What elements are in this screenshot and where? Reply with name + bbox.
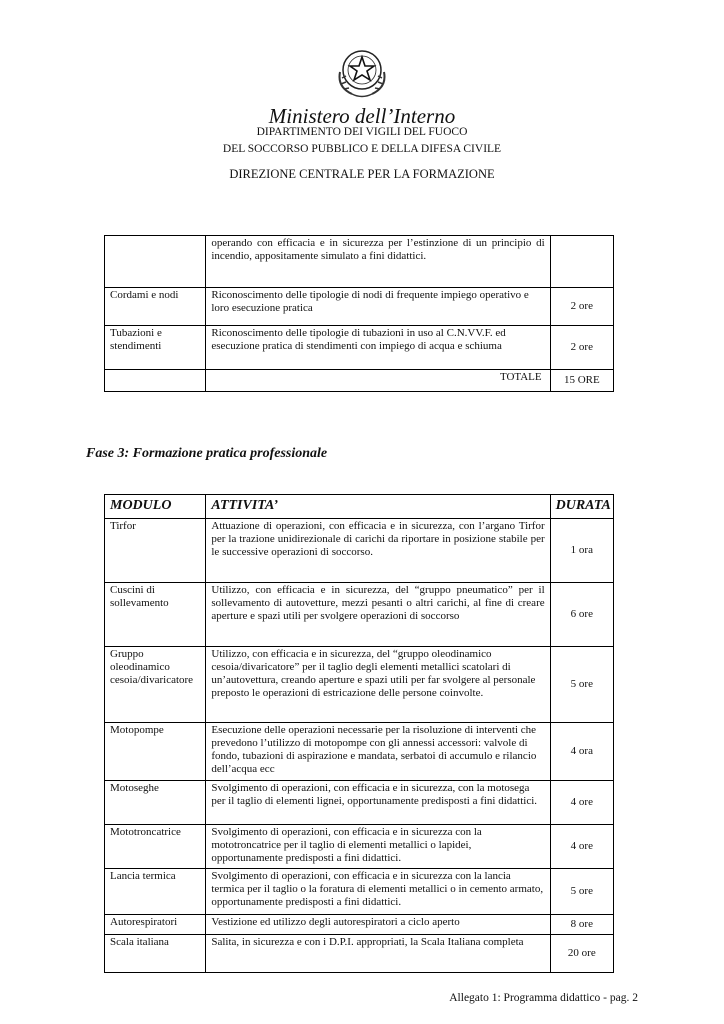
duration-cell <box>550 236 613 288</box>
duration-cell: 4 ore <box>550 825 613 869</box>
header-activity: ATTIVITA’ <box>206 495 550 519</box>
module-cell: Scala italiana <box>105 935 206 973</box>
activity-cell: operando con efficacia e in sicurezza per l’estinzione di un principio di incendio, appositamente simulato a fini didattici. <box>206 236 550 288</box>
table-row <box>105 519 614 583</box>
activity-cell: Riconoscimento delle tipologie di tubazioni in uso al C.N.VV.F. ed esecuzione pratica di stendimenti con impiego di acqua e schiuma <box>206 326 550 370</box>
continuation-table <box>104 235 614 392</box>
department-line-2: DEL SOCCORSO PUBBLICO E DELLA DIFESA CIVILE <box>222 143 502 155</box>
module-cell: Motopompe <box>105 723 206 781</box>
duration-cell: 1 ora <box>550 519 613 583</box>
activity-cell: Svolgimento di operazioni, con efficacia e in sicurezza, con la motosega per il taglio di elementi lignei, opportunamente predisposti a fini didattici. <box>206 781 550 825</box>
duration-cell: 5 ore <box>550 647 613 723</box>
table-row <box>105 723 614 781</box>
module-cell: Tirfor <box>105 519 206 583</box>
activity-cell: Svolgimento di operazioni, con efficacia e in sicurezza con la mototroncatrice per il taglio di elementi metallici o lapidei, opportunamente predisposti a fini didattici. <box>206 825 550 869</box>
ministry-title: Ministero dell’Interno <box>268 104 456 128</box>
header-duration: DURATA <box>550 495 613 519</box>
table-row <box>105 935 614 973</box>
direction-title: DIREZIONE CENTRALE PER LA FORMAZIONE <box>229 167 495 181</box>
table-row <box>105 288 614 326</box>
duration-cell: 4 ore <box>550 781 613 825</box>
activity-cell: Vestizione ed utilizzo degli autorespiratori a ciclo aperto <box>206 915 550 935</box>
activity-cell: Utilizzo, con efficacia e in sicurezza, del “gruppo oleodinamico cesoia/divaricatore” per il taglio degli elementi metallici scatolari di un’autovettura, creando aperture e spazi utili per far svolgere al personale preposto le operazioni di estricazione delle persone coinvolte. <box>206 647 550 723</box>
module-cell: Cuscini di sollevamento <box>105 583 206 647</box>
module-cell: Lancia termica <box>105 869 206 915</box>
module-cell <box>105 236 206 288</box>
training-table <box>104 494 614 973</box>
module-cell: Tubazioni e stendimenti <box>105 326 206 370</box>
table-row <box>105 583 614 647</box>
table-row <box>105 326 614 370</box>
total-row <box>105 370 614 392</box>
table-row <box>105 647 614 723</box>
activity-cell: Riconoscimento delle tipologie di nodi di frequente impiego operativo e loro esecuzione pratica <box>206 288 550 326</box>
header-module: MODULO <box>105 495 206 519</box>
activity-cell: Attuazione di operazioni, con efficacia e in sicurezza, con l’argano Tirfor per la trazione unidirezionale di carichi da riportare in posizione stabile per le successive operazioni di soccorso. <box>206 519 550 583</box>
activity-cell: Esecuzione delle operazioni necessarie per la risoluzione di interventi che prevedono l’utilizzo di motopompe con gli annessi accessori: valvole di fondo, tubazioni di aspirazione e mandata, serbatoi di accumulo e rilancio dell’acqua ecc <box>206 723 550 781</box>
table-row <box>105 869 614 915</box>
table-row <box>105 825 614 869</box>
phase-title: Fase 3: Formazione pratica professionale <box>86 446 328 461</box>
page-footer: Allegato 1: Programma didattico - pag. 2 <box>449 992 638 1004</box>
duration-cell: 5 ore <box>550 869 613 915</box>
duration-cell: 6 ore <box>550 583 613 647</box>
total-label: TOTALE <box>206 370 550 392</box>
total-value: 15 ORE <box>550 370 613 392</box>
activity-cell: Utilizzo, con efficacia e in sicurezza, del “gruppo pneumatico” per il sollevamento di autovetture, mezzi pesanti o altri carichi, al fine di creare aperture e spazi utili per svolgere operazioni di soccorso <box>206 583 550 647</box>
module-cell: Cordami e nodi <box>105 288 206 326</box>
module-cell: Autorespiratori <box>105 915 206 935</box>
duration-cell: 20 ore <box>550 935 613 973</box>
table-row <box>105 236 614 288</box>
department-line-1: DIPARTIMENTO DEI VIGILI DEL FUOCO <box>256 126 468 138</box>
republic-emblem-icon <box>332 42 392 102</box>
duration-cell: 4 ora <box>550 723 613 781</box>
module-cell: Mototroncatrice <box>105 825 206 869</box>
duration-cell: 8 ore <box>550 915 613 935</box>
module-cell: Gruppo oleodinamico cesoia/divaricatore <box>105 647 206 723</box>
duration-cell: 2 ore <box>550 326 613 370</box>
duration-cell: 2 ore <box>550 288 613 326</box>
table-row <box>105 915 614 935</box>
table-row <box>105 781 614 825</box>
activity-cell: Svolgimento di operazioni, con efficacia e in sicurezza con la lancia termica per il taglio o la foratura di elementi metallici o in cemento armato, opportunamente predisposti a fini didattici. <box>206 869 550 915</box>
activity-cell: Salita, in sicurezza e con i D.P.I. appropriati, la Scala Italiana completa <box>206 935 550 973</box>
empty-cell <box>105 370 206 392</box>
table-header-row <box>105 495 614 519</box>
module-cell: Motoseghe <box>105 781 206 825</box>
